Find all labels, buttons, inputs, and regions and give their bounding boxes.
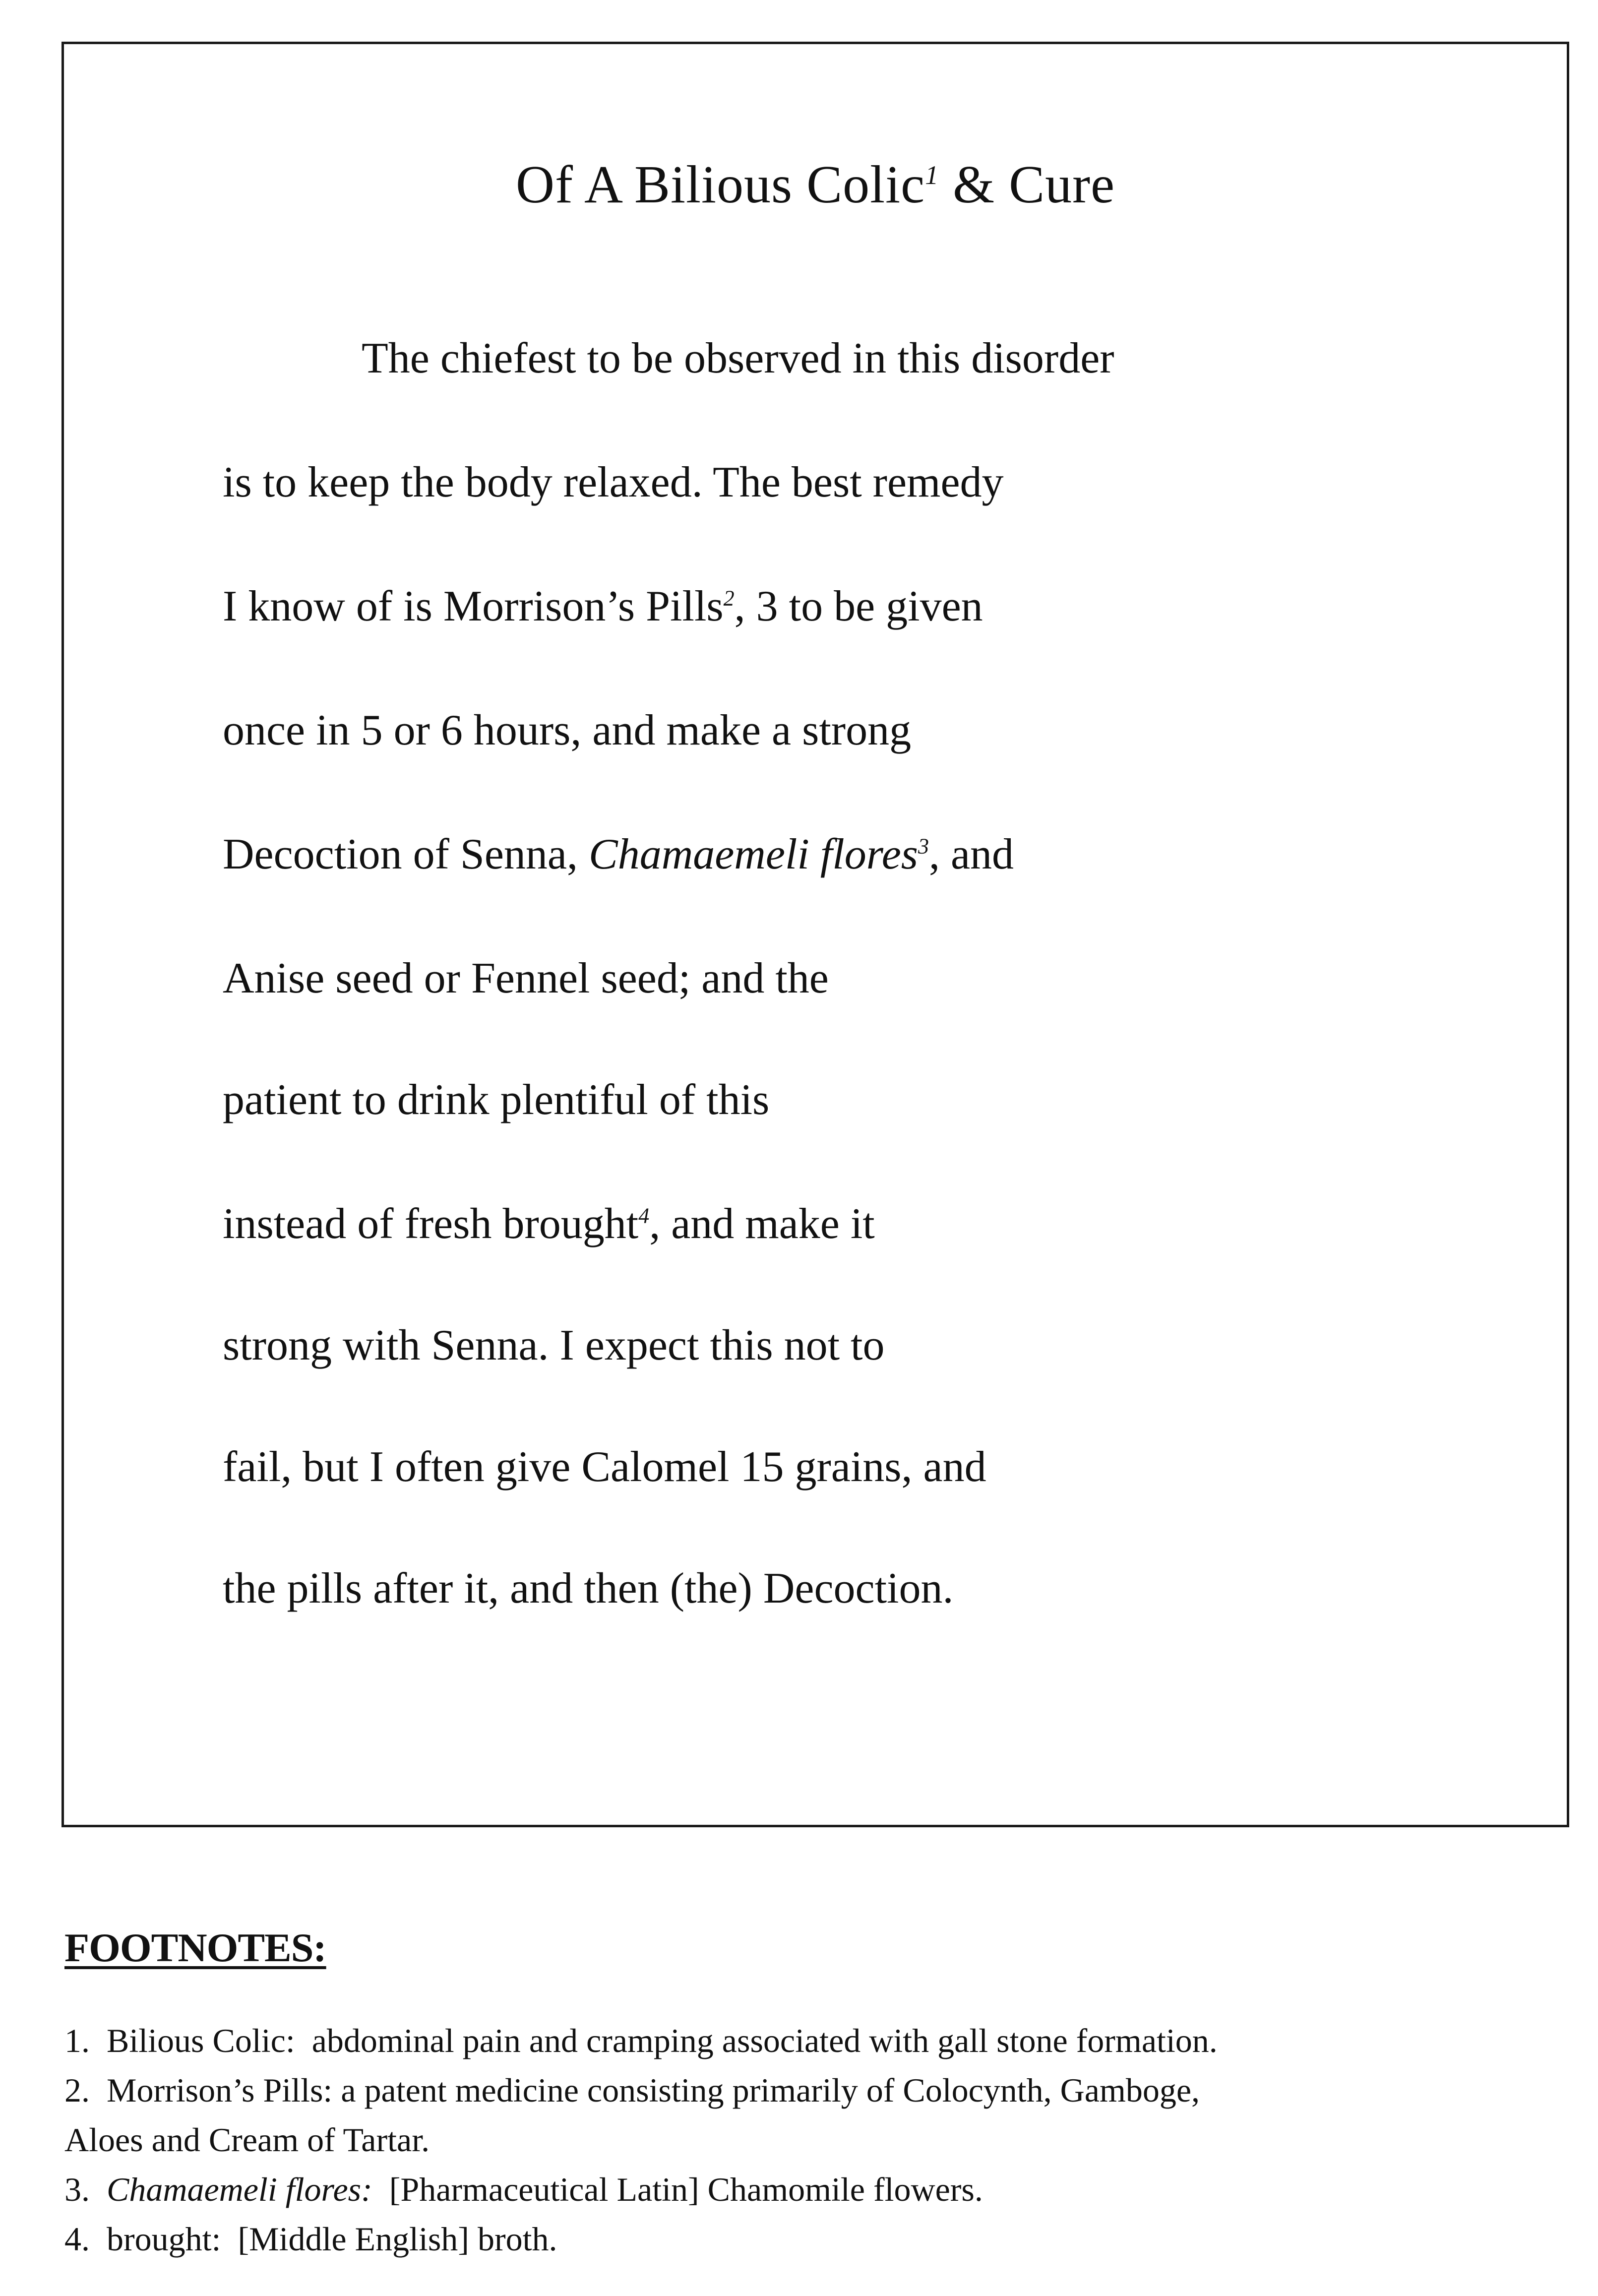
footnote-ref-3: 3 — [918, 834, 929, 859]
body-line: is to keep the body relaxed. The best remedy — [223, 458, 1004, 506]
body-line: Anise seed or Fennel seed; and the — [223, 954, 829, 1002]
body-line: instead of fresh brought$^4$, and make it — [223, 1200, 875, 1248]
page-title: Of A Bilious Colic$^1$ & Cure — [515, 155, 1115, 214]
body-line: I know of is Morrison’s Pills$^2$, 3 to be given — [223, 582, 983, 630]
footnote-ref-2: 2 — [723, 586, 735, 611]
footnote-ref-4: 4 — [638, 1203, 650, 1228]
latin-term: Chamaemeli flores — [589, 830, 918, 878]
body-line: fail, but I often give Calomel 15 grains, and — [223, 1443, 986, 1491]
text-frame — [61, 42, 1569, 1827]
footnote-item: 4. brought: [Middle English] broth. — [64, 2220, 557, 2258]
body-line: patient to drink plentiful of this — [223, 1076, 770, 1124]
body-line: Decoction of Senna, Chamaemeli flores$^3$, and — [223, 830, 1014, 878]
footnote-item: 2. Morrison’s Pills: a patent medicine consisting primarily of Colocynth, Gamboge, — [64, 2071, 1200, 2109]
footnote-item: 1. Bilious Colic: abdominal pain and cramping associated with gall stone formation. — [64, 2022, 1218, 2059]
footnotes-heading: FOOTNOTES: — [64, 1925, 326, 1970]
body-line: the pills after it, and then (the) Decoction. — [223, 1564, 954, 1613]
footnote-continuation: Aloes and Cream of Tartar. — [64, 2121, 430, 2159]
footnote-ref-1: 1 — [925, 160, 939, 190]
body-line: The chiefest to be observed in this disorder — [362, 334, 1114, 382]
body-line: strong with Senna. I expect this not to — [223, 1321, 885, 1369]
footnote-item: 3. Chamaemeli flores: [Pharmaceutical Latin] Chamomile flowers. — [64, 2171, 983, 2208]
body-line: once in 5 or 6 hours, and make a strong — [223, 706, 912, 754]
